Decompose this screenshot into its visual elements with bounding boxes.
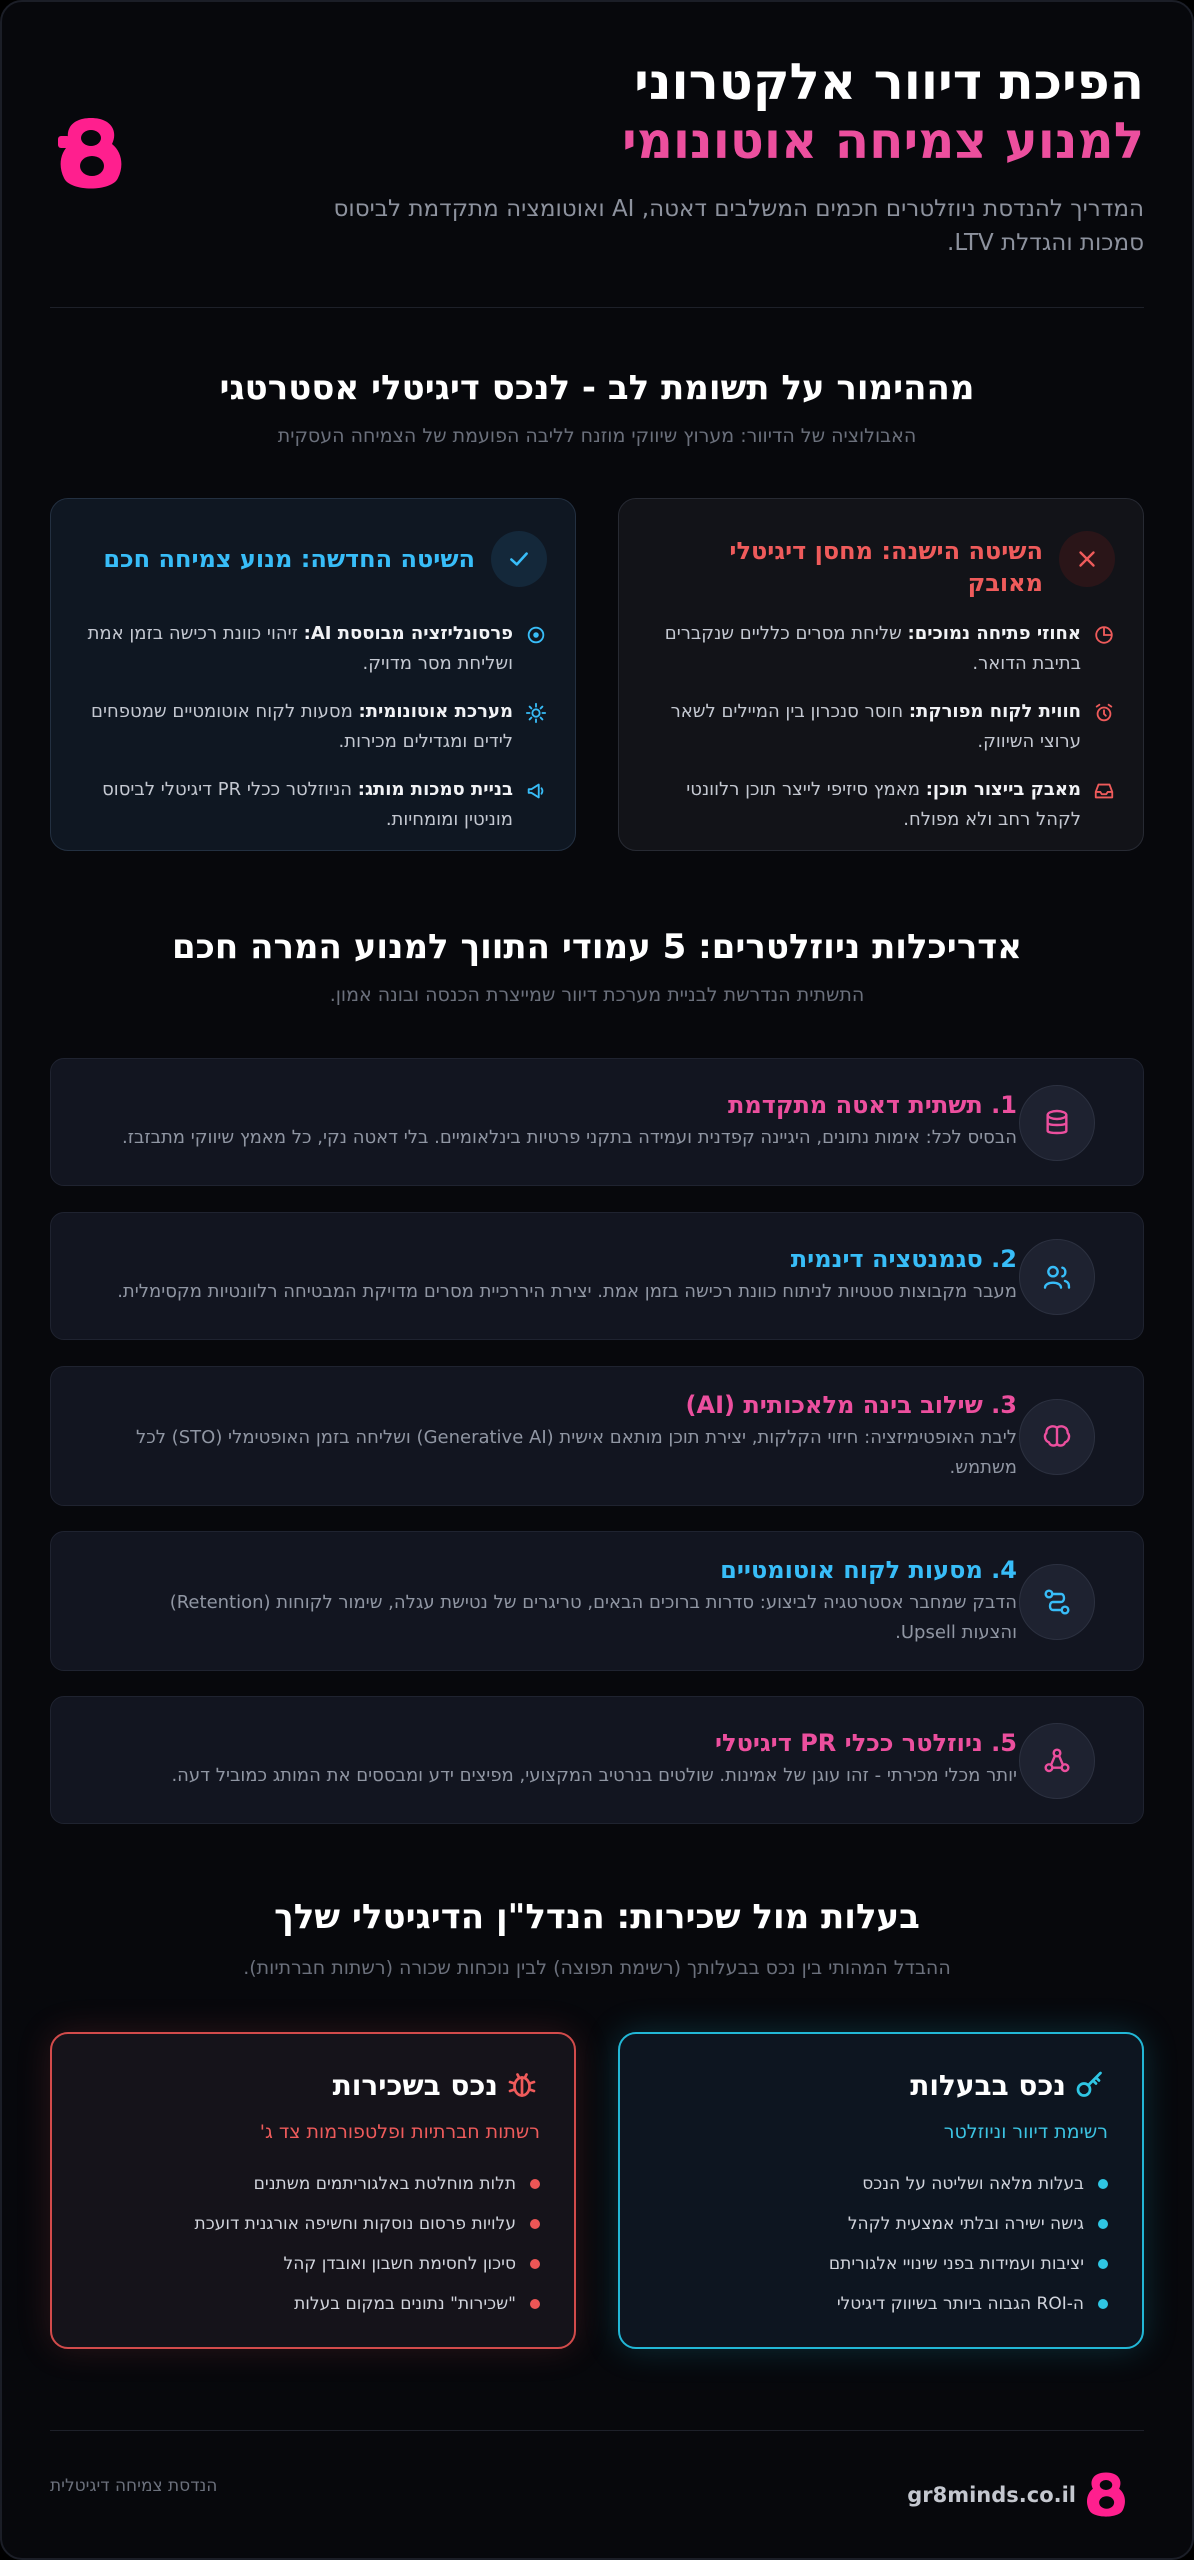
pillar-card xyxy=(50,1058,1144,1186)
page-header xyxy=(50,50,1144,308)
pie-chart-icon xyxy=(1093,624,1115,646)
pillar-title: 2. סגמנטציה דינמית xyxy=(790,1245,1017,1273)
list-item: מערכת אוטונומית: מסעות לקוח אוטומטיים שמטפחים לידים ומגדילים מכירות. xyxy=(79,697,547,757)
alarm-icon xyxy=(1093,702,1115,724)
architecture-subtitle: התשתית הנדרשת לבניית מערכת דיוור שמייצרת הכנסה ובונה אמון. xyxy=(329,984,865,1006)
owned-asset-card xyxy=(618,2032,1144,2349)
inbox-icon xyxy=(1093,780,1115,802)
pillar-card xyxy=(50,1212,1144,1340)
pillar-title: 3. שילוב בינה מלאכותית (AI) xyxy=(685,1391,1017,1419)
gear-icon xyxy=(525,702,547,724)
gr8-logo-icon xyxy=(56,114,126,194)
database-icon xyxy=(1019,1085,1095,1161)
list-item: אחוזי פתיחה נמוכים: שליחת מסרים כלליים שנקברים בתיבת הדואר. xyxy=(647,619,1115,679)
key-icon xyxy=(1072,2067,1108,2103)
list-item: ה-ROI הגבוה ביותר בשיווק דיגיטלי xyxy=(654,2292,1108,2316)
list-item: תלות מוחלטת באלגוריתמים משתנים xyxy=(86,2172,540,2196)
pillar-title: 1. תשתית דאטה מתקדמת xyxy=(727,1091,1017,1119)
list-item: עלויות פרסום נוסקות וחשיפה אורגנית דועכת xyxy=(86,2212,540,2236)
owned-asset-title: נכס בבעלות xyxy=(910,2068,1066,2102)
page-lead: המדריך להנדסת ניוזלטרים חכמים המשלבים דאטה, AI ואוטומציה מתקדמת לביסוס סמכות והגדלת LTV. xyxy=(333,196,1144,256)
rented-asset-title: נכס בשכירות xyxy=(332,2068,498,2102)
list-item: בניית סמכות מותג: הניוזלטר ככלי PR דיגיטלי לביסוס מוניטין ומומחיות. xyxy=(79,775,547,835)
page-title-accent: למנוע צמיחה אוטונומי xyxy=(621,112,1144,170)
pillar-description: מעבר מקבוצות סטטיות לניתוח כוונת רכישה בזמן אמת. יצירת היררכיית מסרים מדויקת המבטיחה רלוונטיות מקסימלית. xyxy=(117,1281,1017,1302)
old-method-title: השיטה הישנה: מחסן דיגיטלי מאובק xyxy=(729,537,1043,597)
pillar-title: 5. ניוזלטר ככלי PR דיגיטלי xyxy=(714,1729,1017,1757)
list-item: סיכון לחסימת חשבון ואובדן קהל xyxy=(86,2252,540,2276)
footer-divider xyxy=(50,2430,1144,2431)
megaphone-icon xyxy=(525,780,547,802)
list-item: גישה ישירה ובלתי אמצעית לקהל xyxy=(654,2212,1108,2236)
owned-asset-subtitle: רשימת דיוור וניוזלטר xyxy=(943,2121,1108,2143)
new-method-title: השיטה החדשה: מנוע צמיחה חכם xyxy=(103,545,475,573)
list-item: יציבות ועמידות בפני שינויי אלגוריתם xyxy=(654,2252,1108,2276)
rented-asset-card xyxy=(50,2032,576,2349)
rented-asset-subtitle: רשתות חברתיות ופלטפורמות צד ג' xyxy=(259,2121,540,2143)
pillar-card xyxy=(50,1366,1144,1506)
ownership-subtitle: ההבדל המהותי בין נכס בבעלותך (רשימת תפוצה) לבין נוכחות שכורה (רשתות חברתיות). xyxy=(243,1957,951,1979)
list-item: מאבק בייצור תוכן: מאמץ סיזיפי לייצר תוכן רלוונטי לקהל רחב ולא מפולח. xyxy=(647,775,1115,835)
bug-icon xyxy=(504,2067,540,2103)
gr8-logo-icon xyxy=(1084,2470,1128,2520)
architecture-title: אדריכלות ניוזלטרים: 5 עמודי התווך למנוע המרה חכם xyxy=(171,927,1023,967)
evolution-subtitle: האבולוציה של הדיוור: מערוץ שיווקי מוזנח לליבה הפועמת של הצמיחה העסקית xyxy=(277,425,917,447)
pillar-title: 4. מסעות לקוח אוטומטיים xyxy=(720,1556,1017,1584)
footer-url[interactable]: gr8minds.co.il xyxy=(907,2483,1076,2507)
check-icon xyxy=(491,531,547,587)
route-icon xyxy=(1019,1564,1095,1640)
target-icon xyxy=(525,624,547,646)
footer-brand[interactable] xyxy=(907,2470,1128,2520)
network-icon xyxy=(1019,1723,1095,1799)
pillar-card xyxy=(50,1531,1144,1671)
page-title: הפיכת דיוור אלקטרוני xyxy=(634,53,1144,111)
pillar-description: הבסיס לכל: אימות נתונים, היגיינה קפדנית ועמידה בתקני פרטיות בינלאומיים. בלי דאטה נקי, כל מאמץ שיווקי מתבזבז. xyxy=(121,1127,1017,1148)
list-item: בעלות מלאה ושליטה על הנכס xyxy=(654,2172,1108,2196)
list-item: "שכירות" נתונים במקום בעלות xyxy=(86,2292,540,2316)
old-method-card xyxy=(618,498,1144,851)
ownership-title: בעלות מול שכירות: הנדל"ן הדיגיטלי שלך xyxy=(274,1897,920,1937)
pillar-description: יותר מכלי מכירתי - זהו עוגן של אמינות. שולטים בנרטיב המקצועי, מפיצים ידע ומבססים את המותג כמוביל דעה. xyxy=(171,1765,1017,1786)
x-icon xyxy=(1059,531,1115,587)
users-icon xyxy=(1019,1239,1095,1315)
pillar-card xyxy=(50,1696,1144,1824)
pillar-description: הדבק שמחבר אסטרטגיה לביצוע: סדרות ברוכים הבאים, טריגרים של נטישת עגלה, שימור לקוחות (Retention) והצעות Upsell. xyxy=(169,1592,1017,1643)
list-item: פרסונליזציה מבוססת AI: זיהוי כוונת רכישה בזמן אמת ושליחת מסר מדויק. xyxy=(79,619,547,679)
pillar-description: ליבת האופטימיזציה: חיזוי הקלקות, יצירת תוכן מותאם אישית (Generative AI) ושליחה בזמן האופטימלי (STO) לכל משתמש. xyxy=(135,1427,1017,1478)
list-item: חווית לקוח מפורקת: חוסר סנכרון בין המיילים לשאר ערוצי השיווק. xyxy=(647,697,1115,757)
evolution-title: מההימור על תשומת לב - לנכס דיגיטלי אסטרטגי xyxy=(219,368,975,408)
footer-tagline: הנדסת צמיחה דיגיטלית xyxy=(50,2476,218,2496)
brain-icon xyxy=(1019,1399,1095,1475)
new-method-card xyxy=(50,498,576,851)
